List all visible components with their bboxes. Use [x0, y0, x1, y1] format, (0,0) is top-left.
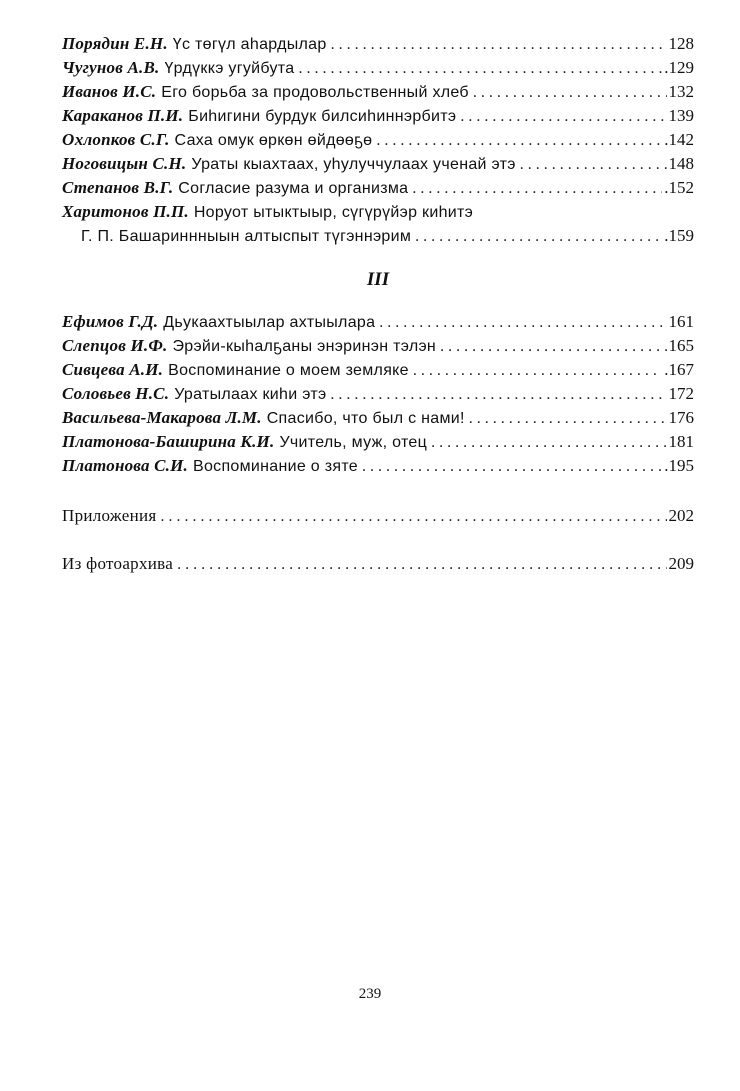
spacer — [62, 528, 694, 552]
toc-page-number: 209 — [668, 554, 694, 573]
dot-leader — [331, 33, 667, 57]
toc-page-number: .167 — [664, 360, 694, 379]
toc-title: Норуот ытыктыыр, сүгүрүйэр киһитэ — [193, 204, 474, 221]
toc-entry — [62, 382, 694, 406]
toc-title: Спасибо, что был с нами! — [266, 410, 465, 427]
toc-page-number: .142 — [664, 130, 694, 149]
dot-leader — [376, 129, 662, 153]
toc-author: Иванов И.С. — [62, 82, 157, 101]
toc-entry — [62, 200, 694, 224]
toc-title: Его борьба за продовольственный хлеб — [161, 84, 469, 101]
dot-leader — [415, 225, 662, 249]
toc-entry — [62, 152, 694, 176]
toc-page-number: .195 — [664, 456, 694, 475]
toc-author: Порядин Е.Н. — [62, 34, 168, 53]
toc-appendix-entry — [62, 552, 694, 576]
toc-title: Согласие разума и организма — [178, 180, 409, 197]
toc-title: Учитель, муж, отец — [279, 434, 428, 451]
toc-author: Васильева-Макарова Л.М. — [62, 408, 262, 427]
toc-author: Соловьев Н.С. — [62, 384, 170, 403]
toc-entry — [62, 32, 694, 56]
toc-author: Ефимов Г.Д. — [62, 312, 159, 331]
toc-page-number: 165 — [668, 336, 694, 355]
toc-entry — [62, 176, 694, 200]
toc-author: Охлопков С.Г. — [62, 130, 170, 149]
toc-entry — [62, 406, 694, 430]
toc-entry — [62, 80, 694, 104]
toc-entry — [62, 358, 694, 382]
toc-author: Сивцева А.И. — [62, 360, 164, 379]
toc-author: Платонова С.И. — [62, 456, 188, 475]
table-of-contents — [62, 32, 694, 576]
dot-leader — [177, 553, 666, 577]
toc-page-number: 139 — [668, 106, 694, 125]
toc-title-continuation: Г. П. Башариннныын алтыспыт түгэннэрим — [81, 228, 412, 245]
dot-leader — [520, 153, 667, 177]
toc-title: Дьукаахтыылар ахтыылара — [163, 314, 376, 331]
toc-entry — [62, 310, 694, 334]
toc-page-number: .159 — [664, 226, 694, 245]
dot-leader — [379, 311, 666, 335]
dot-leader — [473, 81, 667, 105]
toc-entry-continuation — [62, 224, 694, 248]
dot-leader — [440, 335, 666, 359]
toc-entry — [62, 430, 694, 454]
toc-author: Караканов П.И. — [62, 106, 184, 125]
toc-title: Приложения — [62, 506, 157, 525]
toc-entry — [62, 128, 694, 152]
toc-page-number: 176 — [668, 408, 694, 427]
dot-leader — [469, 407, 667, 431]
toc-title: Из фотоархива — [62, 554, 174, 573]
toc-page-number: 161 — [668, 312, 694, 331]
toc-page-number: 132 — [668, 82, 694, 101]
toc-author: Слепцов И.Ф. — [62, 336, 168, 355]
toc-page-number: 202 — [668, 506, 694, 525]
toc-page-number: 172 — [668, 384, 694, 403]
dot-leader — [412, 177, 662, 201]
dot-leader — [431, 431, 666, 455]
toc-author: Платонова-Баширина К.И. — [62, 432, 275, 451]
toc-author: Степанов В.Г. — [62, 178, 174, 197]
toc-title: Эрэйи-кыһалҕаны энэринэн тэлэн — [172, 338, 437, 355]
toc-entry — [62, 334, 694, 358]
toc-title: Үс төгүл аһардылар — [172, 36, 327, 53]
toc-page-number: .152 — [664, 178, 694, 197]
dot-leader — [330, 383, 666, 407]
toc-page-number: .129 — [664, 58, 694, 77]
toc-title: Саха омук өркөн өйдөөҕө — [174, 132, 373, 149]
toc-title: Воспоминание о моем земляке — [168, 362, 409, 379]
toc-author: Харитонов П.П. — [62, 202, 189, 221]
page-number-footer: 239 — [358, 986, 382, 1002]
dot-leader — [460, 105, 666, 129]
toc-title: Воспоминание о зяте — [192, 458, 358, 475]
dot-leader — [413, 359, 662, 383]
toc-title: Биһигини бурдук билсиһиннэрбитэ — [188, 108, 457, 125]
toc-author: Чугунов А.В. — [62, 58, 160, 77]
toc-title: Үрдүккэ угуйбута — [164, 60, 295, 77]
section-heading: III — [366, 269, 390, 290]
toc-title: Уратылаах киһи этэ — [174, 386, 327, 403]
toc-entry — [62, 454, 694, 478]
toc-page-number: 181 — [668, 432, 694, 451]
toc-entry — [62, 104, 694, 128]
dot-leader — [362, 455, 662, 479]
toc-page-number: 128 — [668, 34, 694, 53]
dot-leader — [161, 505, 667, 529]
toc-page-number: 148 — [668, 154, 694, 173]
toc-entry — [62, 56, 694, 80]
toc-author: Ноговицын С.Н. — [62, 154, 187, 173]
toc-title: Ураты кыахтаах, уһулуччулаах ученай этэ — [191, 156, 516, 173]
spacer — [62, 478, 694, 504]
toc-appendix-entry — [62, 504, 694, 528]
dot-leader — [298, 57, 662, 81]
